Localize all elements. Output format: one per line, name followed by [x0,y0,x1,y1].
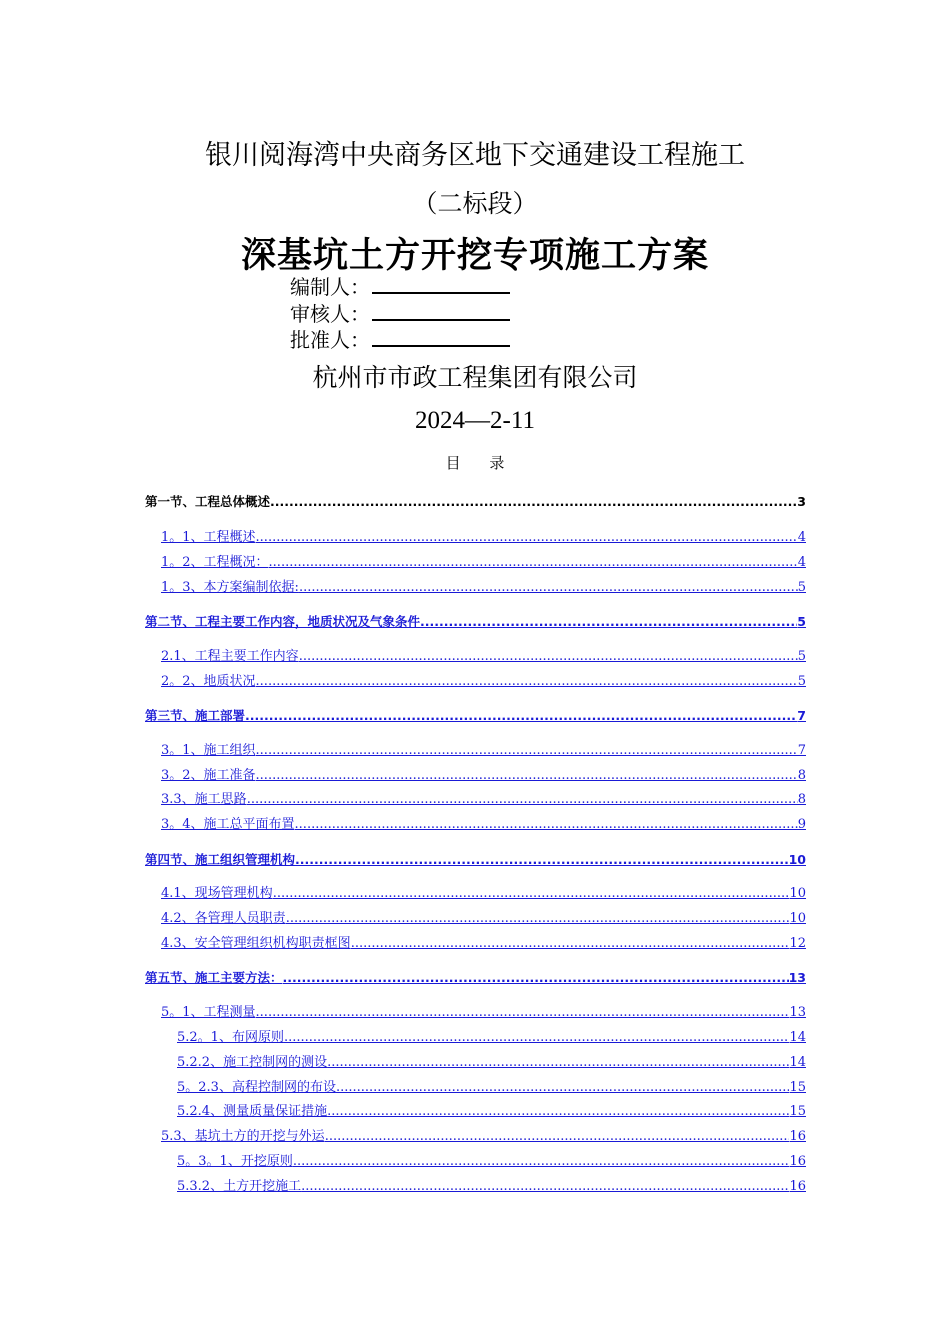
toc-label: 2.1、工程主要工作内容 [161,649,299,664]
toc-label: 3。2、施工准备 [161,768,256,783]
toc-label: 5。3。1、开挖原则 [177,1154,293,1169]
toc-page: 12 [789,936,806,951]
toc-label: 4.3、安全管理组织机构职责框图 [161,936,351,951]
toc-leader [256,530,798,546]
toc-page: 3 [797,494,806,509]
toc-entry-1-3[interactable] [161,580,806,596]
approver-signature-line [290,324,510,353]
toc-page: 4 [797,555,806,570]
title-line-1: 银川阅海湾中央商务区地下交通建设工程施工 [205,140,745,171]
toc-page: 15 [789,1080,806,1095]
toc-page: 5 [797,614,806,629]
toc-label: 5.3.2、土方开挖施工 [177,1179,302,1194]
toc-entry-2-1[interactable] [161,649,806,665]
toc-entry-section-1[interactable] [145,494,806,510]
toc-label: 1。3、本方案编制依据: [161,580,299,595]
toc-entry-4-1[interactable] [161,886,806,902]
toc-entry-section-5[interactable] [145,970,806,986]
reviewer-signature-line [290,298,510,327]
toc-leader [284,1030,790,1046]
toc-leader [286,911,790,927]
toc-label: 5.2.2、施工控制网的测设 [177,1055,328,1070]
toc-entry-section-4[interactable] [145,852,806,868]
toc-label: 5.2.4、测量质量保证措施 [177,1104,328,1119]
toc-label: 第二节、工程主要工作内容，地质状况及气象条件 [145,614,421,629]
preparer-label: 编制人： [290,275,370,299]
toc-page: 16 [789,1129,806,1144]
toc-page: 8 [797,792,806,807]
toc-label: 3。1、施工组织 [161,743,256,758]
company-name: 杭州市市政工程集团有限公司 [312,363,638,392]
toc-entry-1-1[interactable] [161,530,806,546]
toc-entry-section-3[interactable] [145,708,806,724]
toc-label: 2。2、地质状况 [161,674,256,689]
toc-page: 10 [789,911,806,926]
reviewer-blank [372,301,510,321]
toc-leader [299,649,798,665]
toc-leader [293,1154,790,1170]
toc-label: 第四节、施工组织管理机构 [145,852,296,867]
document-date: 2024—2-11 [415,407,535,434]
toc-leader [351,936,790,952]
toc-entry-5-3-2[interactable] [177,1179,806,1195]
toc-page: 4 [797,530,806,545]
toc-label: 第五节、施工主要方法： [145,970,283,985]
toc-leader [301,1179,789,1195]
toc-leader [245,708,797,724]
toc-leader [420,614,797,630]
preparer-signature-line [290,271,510,300]
toc-label: 3。4、施工总平面布置 [161,817,295,832]
approver-blank [372,327,510,347]
toc-page: 14 [789,1030,806,1045]
toc-page: 10 [788,852,806,867]
preparer-blank [372,274,510,294]
toc-page: 14 [789,1055,806,1070]
toc-leader [295,817,798,833]
toc-page: 5 [797,649,806,664]
title-line-2: （二标段） [412,189,538,218]
toc-label: 3.3、施工思路 [161,792,247,807]
toc-label: 5.2。1、布网原则 [177,1030,284,1045]
toc-leader [327,1055,789,1071]
toc-entry-5-2-4[interactable] [177,1104,806,1120]
toc-label: 第三节、施工部署 [145,708,246,723]
toc-entry-3-2[interactable] [161,768,806,784]
toc-page: 7 [797,708,806,723]
toc-page: 5 [797,580,806,595]
toc-entry-5-3-1[interactable] [177,1154,806,1170]
document-title: 深基坑土方开挖专项施工方案 [240,235,709,276]
approver-label: 批准人： [290,328,370,352]
toc-entry-2-2[interactable] [161,674,806,690]
toc-leader [273,886,790,902]
toc-entry-5-2-3[interactable] [177,1080,806,1096]
toc-entry-3-1[interactable] [161,743,806,759]
toc-heading: 目 录 [445,454,505,472]
toc-entry-5-2-2[interactable] [177,1055,806,1071]
toc-entry-5-1[interactable] [161,1005,806,1021]
toc-page: 13 [789,1005,806,1020]
toc-leader [256,1005,790,1021]
toc-leader [336,1080,790,1096]
toc-label: 1。1、工程概述 [161,530,256,545]
toc-entry-4-3[interactable] [161,936,806,952]
toc-entry-3-3[interactable] [161,792,806,808]
toc-label: 5。2.3、高程控制网的布设 [177,1080,336,1095]
toc-leader [256,768,798,784]
toc-entry-section-2[interactable] [145,614,806,630]
toc-leader [269,555,798,571]
toc-leader [256,674,798,690]
toc-label: 4.1、现场管理机构 [161,886,273,901]
toc-leader [325,1129,790,1145]
toc-entry-5-2-1[interactable] [177,1030,806,1046]
toc-entry-3-4[interactable] [161,817,806,833]
toc-label: 第一节、工程总体概述 [145,494,271,509]
toc-page: 13 [788,970,806,985]
toc-entry-5-3[interactable] [161,1129,806,1145]
toc-label: 4.2、各管理人员职责 [161,911,286,926]
toc-leader [247,792,798,808]
toc-leader [299,580,798,596]
toc-page: 5 [797,674,806,689]
toc-leader [295,852,789,868]
toc-page: 16 [789,1154,806,1169]
toc-leader [270,494,797,510]
toc-label: 5.3、基坑土方的开挖与外运 [161,1129,325,1144]
toc-page: 10 [789,886,806,901]
toc-leader [327,1104,789,1120]
toc-leader [256,743,798,759]
toc-page: 16 [789,1179,806,1194]
toc-page: 15 [789,1104,806,1119]
toc-page: 8 [797,768,806,783]
toc-entry-4-2[interactable] [161,911,806,927]
toc-label: 5。1、工程测量 [161,1005,256,1020]
toc-leader [283,970,789,986]
toc-entry-1-2[interactable] [161,555,806,571]
toc-page: 7 [797,743,806,758]
reviewer-label: 审核人： [290,302,370,326]
toc-page: 9 [797,817,806,832]
toc-label: 1。2、工程概况： [161,555,269,570]
